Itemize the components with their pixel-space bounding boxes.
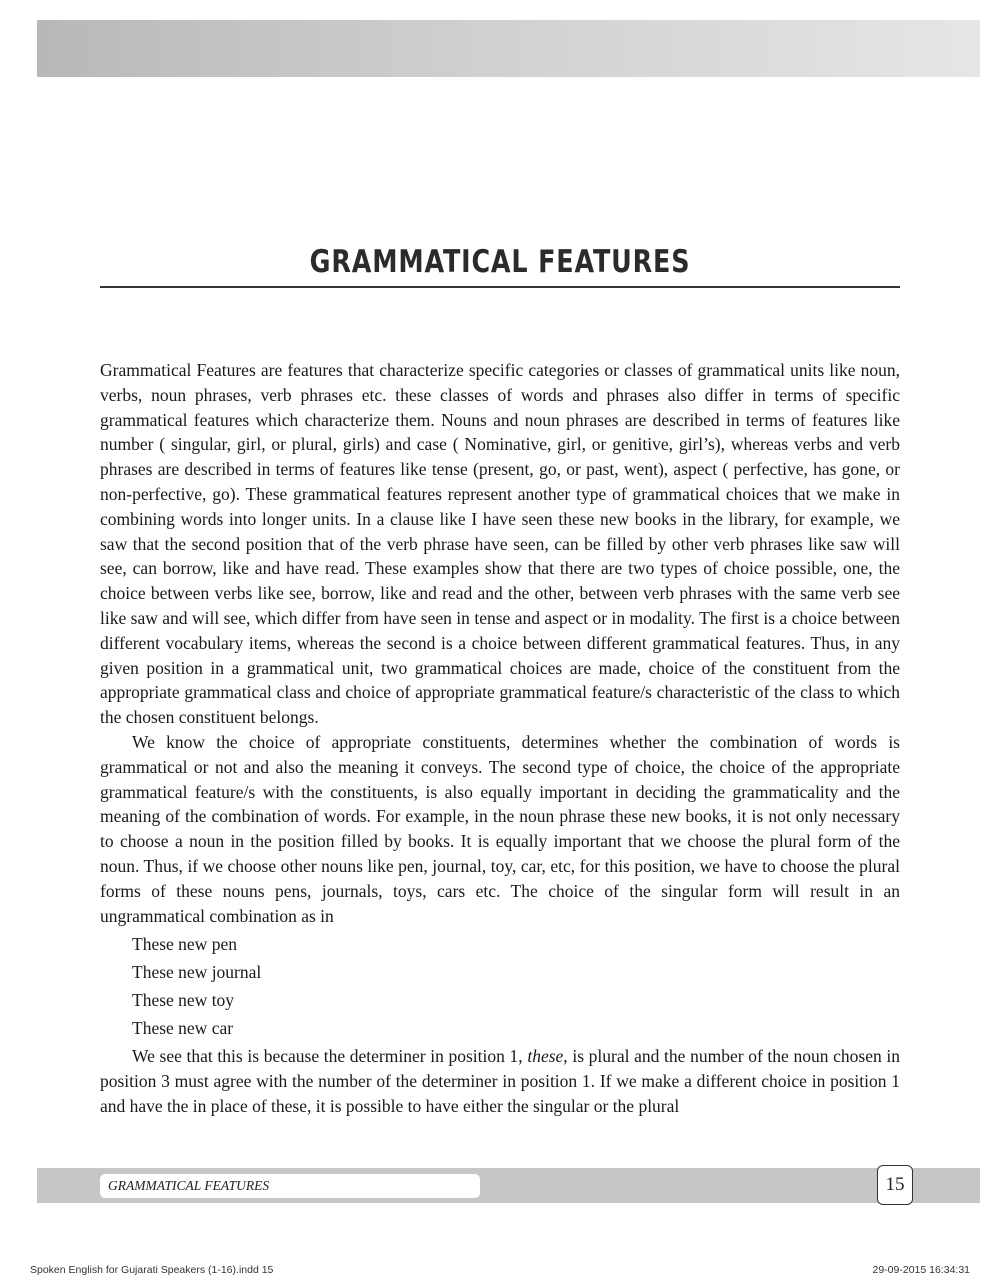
header-band: [37, 20, 980, 77]
body-text: [100, 358, 900, 1119]
paragraph-3-after: , is plural and the number of the noun chosen in position 3 must agree with the number of the determiner in position 1. If we make a different choice in position 1 and have the in place of these, it is possible to have either the singular or the plural: [100, 1046, 900, 1116]
paragraph-2: We know the choice of appropriate constituents, determines whether the combination of words is grammatical or not and also the meaning it conveys. The second type of choice, the choice of the appropriate grammatical feature/s with the constituents, is also equally important in deciding the grammaticality and the meaning of the combination of words. For example, in the noun phrase these new books, it is not only necessary to choose a noun in the position filled by books. It is equally important that we choose the plural form of the noun. Thus, if we choose other nouns like pen, journal, toy, car, etc, for this position, we have to choose the plural forms of these nouns pens, journals, toys, cars etc. The choice of the singular form will result in an ungrammatical combination as in: [100, 731, 900, 926]
example-item: These new car: [132, 1018, 234, 1039]
page-number: 15: [877, 1165, 913, 1205]
example-item: These new toy: [132, 990, 235, 1011]
print-slug-datetime: 29-09-2015 16:34:31: [872, 1264, 970, 1276]
paragraph-3-before: We see that this is because the determiner in position 1,: [132, 1046, 528, 1067]
paragraph-3: [100, 1044, 900, 1118]
example-item: These new journal: [132, 962, 262, 983]
example-list: [132, 930, 900, 1042]
footer-section-label: GRAMMATICAL FEATURES: [100, 1174, 480, 1198]
paragraph-1: Grammatical Features are features that characterize specific categories or classes of grammatical units like noun, verbs, noun phrases, verb phrases etc. these classes of words and phrases also differ in terms of specific grammatical features which characterize them. Nouns and noun phrases are described in terms of features like number ( singular, girl, or plural, girls) and case ( Nominative, girl, or genitive, girl’s), whereas verbs and verb phrases are described in terms of features like tense (present, go, or past, went), aspect ( perfective, has gone, or non-perfective, go). These grammatical features represent another type of grammatical choices that we make in combining words into longer units. In a clause like I have seen these new books in the library, for example, we saw that the second position that of the verb phrase have seen, can be filled by other verb phrases like saw will see, can borrow, like and have read. These examples show that there are two types of choice possible, one, the choice between verbs like see, borrow, like and read and the other, between verb phrases with the same verb see like saw and will see, which differ from have seen in tense and aspect or in modality. The first is a choice between different vocabulary items, whereas the second is a choice between different grammatical features. Thus, in any given position in a grammatical unit, two grammatical choices are made, choice of the constituent from the appropriate grammatical class and choice of appropriate grammatical feature/s characteristic of the class to which the chosen constituent belongs.: [100, 360, 900, 728]
title-underline: [100, 286, 900, 288]
paragraph-3-emphasis: these: [527, 1046, 564, 1067]
page-title: GRAMMATICAL FEATURES: [309, 244, 691, 280]
print-slug-file: Spoken English for Gujarati Speakers (1-16).indd 15: [30, 1264, 274, 1276]
example-item: These new pen: [132, 934, 237, 955]
